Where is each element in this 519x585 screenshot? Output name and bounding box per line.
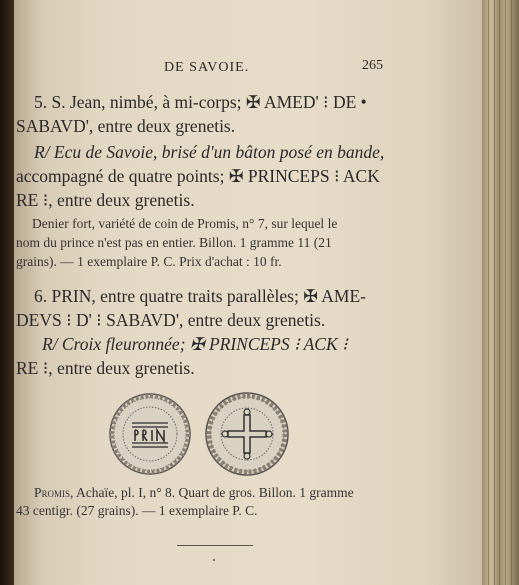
end-rule xyxy=(177,545,253,546)
figure-caption-line1 xyxy=(34,485,354,501)
end-dot xyxy=(213,559,215,561)
entry-6-reverse-line2: RE ⁝, entre deux grenetis. xyxy=(16,358,195,378)
caption-line1-rest: , Achaïe, pl. I, n° 8. Quart de gros. Billon. 1 gramme xyxy=(70,485,354,500)
page-edges xyxy=(482,0,519,585)
entry-5-reverse-line1: R/ Ecu de Savoie, brisé d'un bâton posé en bande, xyxy=(34,142,385,162)
caption-source: Promis xyxy=(34,485,71,500)
running-header: DE SAVOIE. xyxy=(164,60,250,75)
coin-reverse-image xyxy=(204,391,290,477)
entry-5-obverse-line2: SABAVD', entre deux grenetis. xyxy=(16,116,236,136)
entry-5-note-line3: grains). — 1 exemplaire P. C. Prix d'achat : 10 fr. xyxy=(16,254,282,269)
entry-5-note-line1: Denier fort, variété de coin de Promis, n° 7, sur lequel le xyxy=(32,216,338,231)
entry-6-reverse-line1: R/ Croix fleuronnée; ✠ PRINCEPS ⁝ ACK ⁝ xyxy=(42,334,348,354)
figure-caption-line2: 43 centigr. (27 grains). — 1 exemplaire P. C. xyxy=(16,503,258,518)
entry-6-obverse-line1: 6. PRIN, entre quatre traits parallèles; ✠ AME- xyxy=(34,286,367,306)
entry-5-note-line2: nom du prince n'est pas en entier. Billon. 1 gramme 11 (21 xyxy=(16,235,332,250)
entry-5-obverse-line1: 5. S. Jean, nimbé, à mi-corps; ✠ AMED' ⁝ DE • xyxy=(34,92,367,112)
book-page xyxy=(14,0,484,585)
page-number: 265 xyxy=(362,58,383,73)
entry-6-obverse-line2: DEVS ⁝ D' ⁝ SABAVD', entre deux grenetis. xyxy=(16,310,326,330)
entry-5-reverse-line2: accompagné de quatre points; ✠ PRINCEPS ⁝ ACK xyxy=(16,166,380,186)
entry-5-reverse-line3: RE ⁝, entre deux grenetis. xyxy=(16,190,195,210)
coin-obverse-image xyxy=(108,392,192,476)
